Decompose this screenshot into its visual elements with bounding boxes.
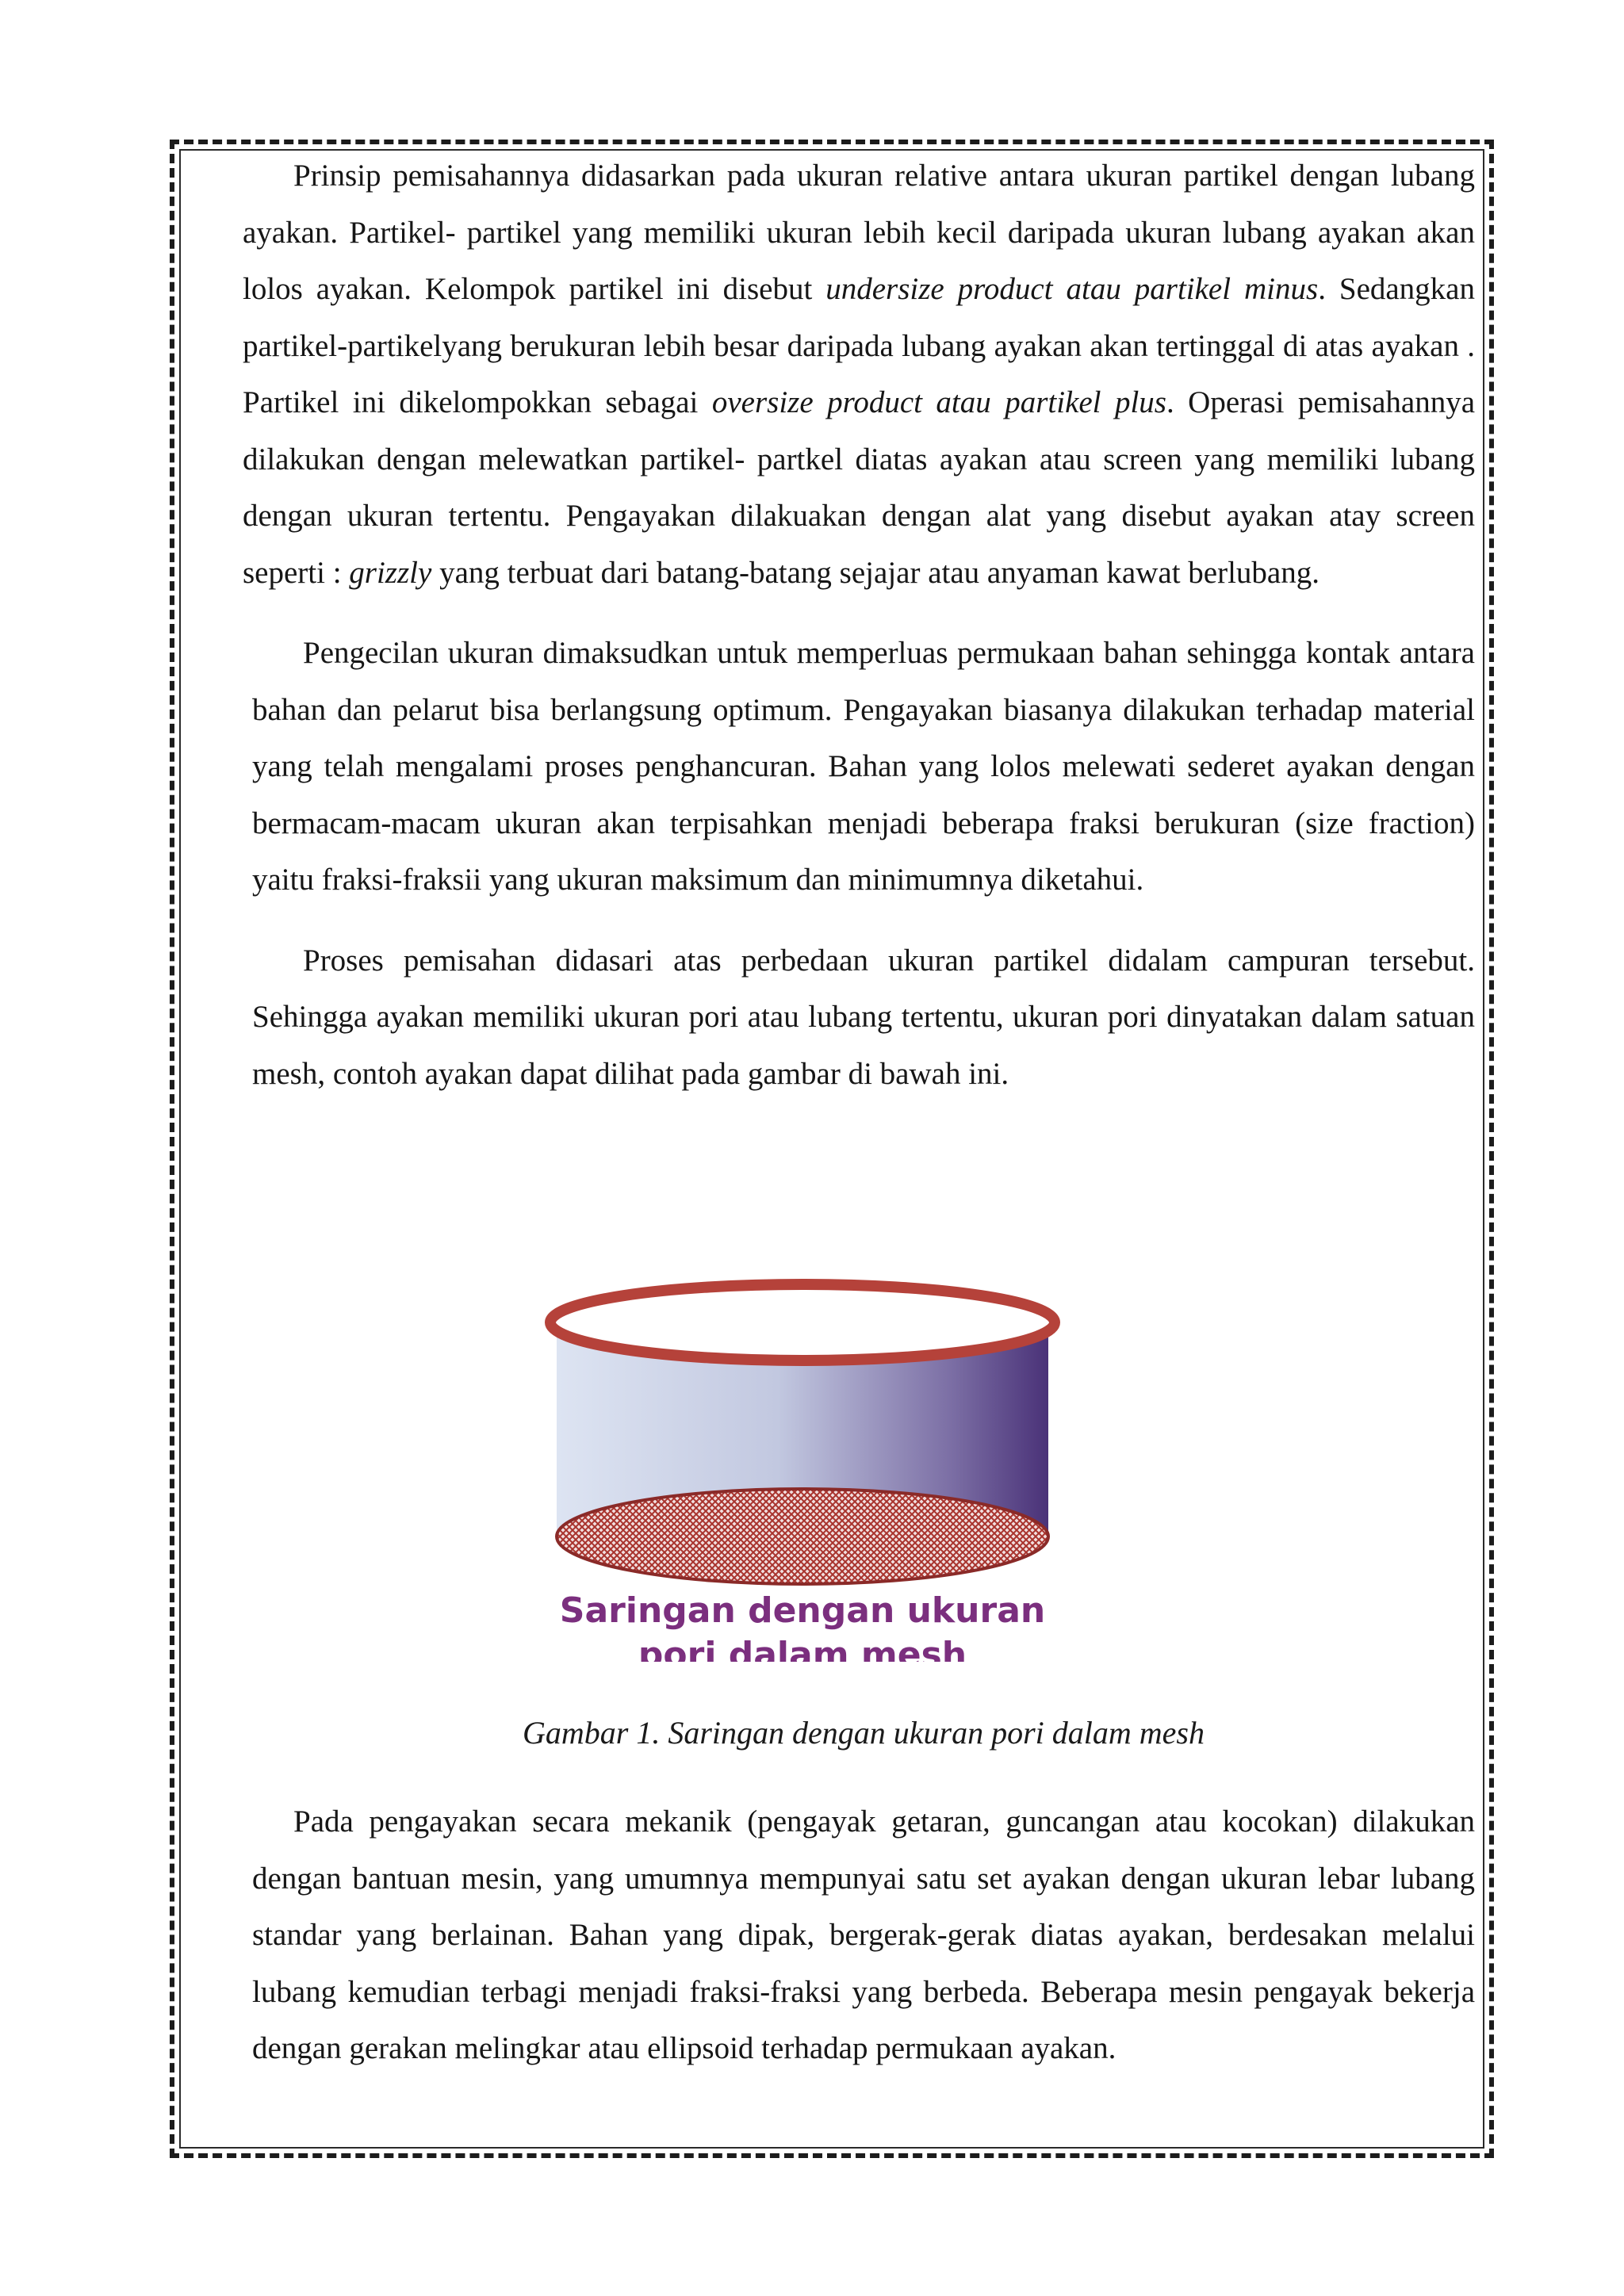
paragraph-1-term-oversize: oversize product atau partikel plus bbox=[711, 385, 1166, 419]
paragraph-2: Pengecilan ukuran dimaksudkan untuk memperluas permukaan bahan sehingga kontak antara bahan dan pelarut bisa berlangsung optimum. Pengayakan biasanya dilakukan terhadap material yang telah mengalami proses penghancuran. Bahan yang lolos melewati sederet ayakan dengan bermacam-macam ukuran akan terpisahkan menjadi beberapa fraksi berukuran (size fraction) yaitu fraksi-fraksii yang ukuran maksimum dan minimumnya diketahui. bbox=[252, 636, 1475, 897]
document-body bbox=[243, 147, 1475, 1102]
figure-label-line1: Saringan dengan ukuran bbox=[559, 1590, 1046, 1631]
paragraph-3: Proses pemisahan didasari atas perbedaan ukuran partikel didalam campuran tersebut. Sehingga ayakan memiliki ukuran pori atau lubang tertentu, ukuran pori dinyatakan dalam satuan mesh, contoh ayakan dapat dilihat pada gambar di bawah ini. bbox=[252, 943, 1475, 1091]
sieve-mesh bbox=[557, 1489, 1048, 1584]
figure-caption: Gambar 1. Saringan dengan ukuran pori dalam mesh bbox=[523, 1715, 1205, 1751]
sieve-rim bbox=[550, 1284, 1055, 1360]
paragraph-1-text-g: yang terbuat dari batang-batang sejajar atau anyaman kawat berlubang. bbox=[431, 555, 1320, 590]
sieve-figure bbox=[531, 1267, 1101, 1662]
sieve-illustration bbox=[531, 1267, 1101, 1662]
paragraph-1-term-grizzly: grizzly bbox=[349, 555, 432, 590]
paragraph-1-term-undersize: undersize product atau partikel minus bbox=[825, 272, 1319, 306]
paragraph-1-text-c: . Sedangkan partikel-partikelyang berukuran lebih besar daripada lubang ayakan akan tertinggal di atas ayakan . Partikel ini dikelompokkan sebagai bbox=[243, 272, 1475, 419]
figure-label-line2: pori dalam mesh bbox=[638, 1635, 967, 1662]
paragraph-1-text-a: Prinsip pemisahannya didasarkan pada ukuran relative antara ukuran partikel dengan lubang ayakan. Partikel- partikel yang memiliki ukuran lebih kecil daripada ukuran lubang ayakan akan lolos ayakan. Kelompok partikel ini disebut bbox=[243, 159, 1475, 306]
paragraph-1 bbox=[243, 147, 1475, 601]
paragraph-4: Pada pengayakan secara mekanik (pengayak getaran, guncangan atau kocokan) dilakukan dengan bantuan mesin, yang umumnya mempunyai satu set ayakan dengan ukuran lebar lubang standar yang berlainan. Bahan yang dipak, bergerak-gerak diatas ayakan, berdesakan melalui lubang kemudian terbagi menjadi fraksi-fraksi yang berbeda. Beberapa mesin pengayak bekerja dengan gerakan melingkar atau ellipsoid terhadap permukaan ayakan. bbox=[252, 1804, 1475, 2065]
paragraph-1-text-e: . Operasi pemisahannya dilakukan dengan melewatkan partikel- partkel diatas ayakan atau screen yang memiliki lubang dengan ukuran tertentu. Pengayakan dilakuakan dengan alat yang disebut ayakan atay screen seperti : bbox=[243, 385, 1476, 590]
